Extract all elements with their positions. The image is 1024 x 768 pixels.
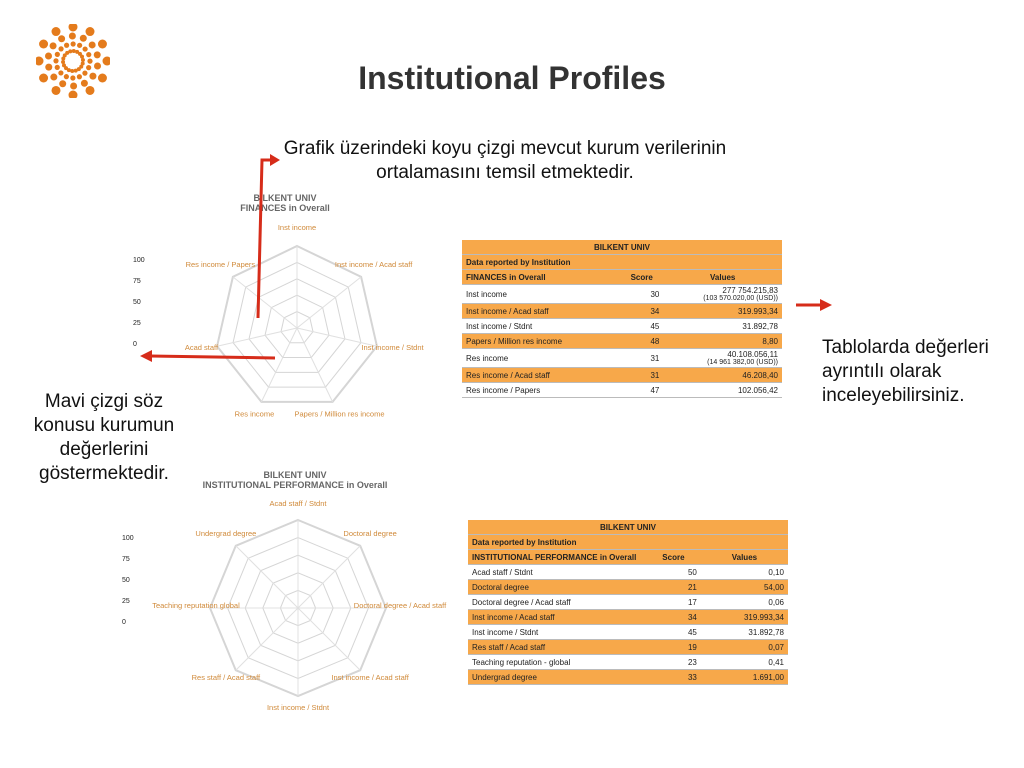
row-score: 21 <box>646 580 701 595</box>
note-blue-line: Mavi çizgi söz konusu kurumun değerlerini göstermektedir. <box>33 391 175 484</box>
radar-scale-label: 75 <box>133 278 141 285</box>
row-value: 1.691,00 <box>701 670 788 685</box>
table-reported-label: Data reported by Institution <box>468 535 788 550</box>
row-score: 23 <box>646 655 701 670</box>
radar-scale-label: 50 <box>122 577 130 584</box>
table-institution: BILKENT UNIV <box>462 240 782 255</box>
radar-axis-label: Doctoral degree <box>343 528 397 538</box>
table-institution: BILKENT UNIV <box>468 520 788 535</box>
radar-axis-label: Undergrad degree <box>195 528 257 538</box>
row-score: 48 <box>620 334 663 349</box>
row-value: 319.993,34 <box>663 304 782 319</box>
row-score: 17 <box>646 595 701 610</box>
performance-radar-title-line1: BILKENT UNIV <box>263 470 327 480</box>
row-indicator: Inst income / Stdnt <box>462 319 620 334</box>
radar-scale-label: 100 <box>122 535 134 542</box>
row-score: 50 <box>646 565 701 580</box>
row-value: 40.108.056,11 (14 961 382,00 (USD)) <box>663 349 782 368</box>
table-col-score: Score <box>620 270 663 285</box>
radar-axis-label: Inst income / Stdnt <box>266 703 330 712</box>
note-average-line: Grafik üzerindeki koyu çizgi mevcut kurum verilerinin ortalamasını temsil etmektedir. <box>283 138 727 183</box>
row-indicator: Teaching reputation - global <box>468 655 646 670</box>
row-indicator: Undergrad degree <box>468 670 646 685</box>
row-indicator: Res income / Papers <box>462 383 620 398</box>
row-value: 8,80 <box>663 334 782 349</box>
arrow-right-icon <box>796 299 832 311</box>
slide-title: Institutional Profiles <box>358 60 666 96</box>
radar-scale-label: 100 <box>133 257 145 264</box>
radar-axis-label: Papers / Million res income <box>294 409 385 419</box>
row-score: 45 <box>646 625 701 640</box>
row-indicator: Doctoral degree / Acad staff <box>468 595 646 610</box>
row-value: 54,00 <box>701 580 788 595</box>
row-score: 45 <box>620 319 663 334</box>
radar-axis-label: Inst income / Acad staff <box>334 259 413 269</box>
row-indicator: Inst income / Stdnt <box>468 625 646 640</box>
row-score: 33 <box>646 670 701 685</box>
arrow-up-icon <box>258 154 280 318</box>
table-col-values: Values <box>701 550 788 565</box>
finances-radar-title-line2: FINANCES in Overall <box>240 203 330 213</box>
row-score: 34 <box>620 304 663 319</box>
row-indicator: Res staff / Acad staff <box>468 640 646 655</box>
row-score: 31 <box>620 349 663 368</box>
radar-scale-label: 50 <box>133 299 141 306</box>
row-indicator: Inst income / Acad staff <box>462 304 620 319</box>
row-value: 31.892,78 <box>663 319 782 334</box>
table-col-values: Values <box>663 270 782 285</box>
radar-axis-label: Res staff / Acad staff <box>191 673 261 683</box>
radar-scale-label: 75 <box>122 556 130 563</box>
radar-axis-label: Doctoral degree / Acad staff <box>353 601 447 610</box>
row-value: 0,41 <box>701 655 788 670</box>
table-reported-label: Data reported by Institution <box>462 255 782 270</box>
row-indicator: Doctoral degree <box>468 580 646 595</box>
table-col-indicator: FINANCES in Overall <box>462 270 620 285</box>
row-indicator: Res income / Acad staff <box>462 368 620 383</box>
radar-axis-label: Res income / Papers <box>185 259 256 269</box>
radar-axis-label: Inst income / Acad staff <box>331 673 409 683</box>
radar-scale-label: 25 <box>133 320 141 327</box>
radar-axis-label: Res income <box>234 409 275 419</box>
row-score: 34 <box>646 610 701 625</box>
row-value: 0,06 <box>701 595 788 610</box>
row-value: 277 754.215,83 (103 570.020,00 (USD)) <box>663 285 782 304</box>
row-indicator: Inst income <box>462 285 620 304</box>
radar-axis-label: Inst income / Stdnt <box>361 342 424 352</box>
row-indicator: Inst income / Acad staff <box>468 610 646 625</box>
radar-axis-label: Inst income <box>277 223 317 232</box>
radar-axis-label: Teaching reputation global <box>152 601 240 610</box>
radar-axis-label: Acad staff / Stdnt <box>269 499 327 508</box>
radar-axis-label: Acad staff <box>184 342 219 352</box>
note-tables: Tablolarda değerleri ayrıntılı olarak inceleyebilirsiniz. <box>822 337 989 406</box>
row-score: 19 <box>646 640 701 655</box>
finances-radar-title-line1: BILKENT UNIV <box>253 193 317 203</box>
radar-scale-label: 25 <box>122 598 130 605</box>
row-value: 0,10 <box>701 565 788 580</box>
arrow-left-icon <box>140 350 275 362</box>
row-value: 319.993,34 <box>701 610 788 625</box>
row-score: 30 <box>620 285 663 304</box>
row-score: 31 <box>620 368 663 383</box>
row-value: 31.892,78 <box>701 625 788 640</box>
performance-radar-title-line2: INSTITUTIONAL PERFORMANCE in Overall <box>202 480 388 490</box>
row-indicator: Res income <box>462 349 620 368</box>
row-value: 0,07 <box>701 640 788 655</box>
row-value: 46.208,40 <box>663 368 782 383</box>
radar-scale-label: 0 <box>122 619 126 626</box>
row-indicator: Papers / Million res income <box>462 334 620 349</box>
table-col-indicator: INSTITUTIONAL PERFORMANCE in Overall <box>468 550 646 565</box>
radar-scale-label: 0 <box>133 341 137 348</box>
table-col-score: Score <box>646 550 701 565</box>
row-indicator: Acad staff / Stdnt <box>468 565 646 580</box>
row-score: 47 <box>620 383 663 398</box>
row-value: 102.056,42 <box>663 383 782 398</box>
